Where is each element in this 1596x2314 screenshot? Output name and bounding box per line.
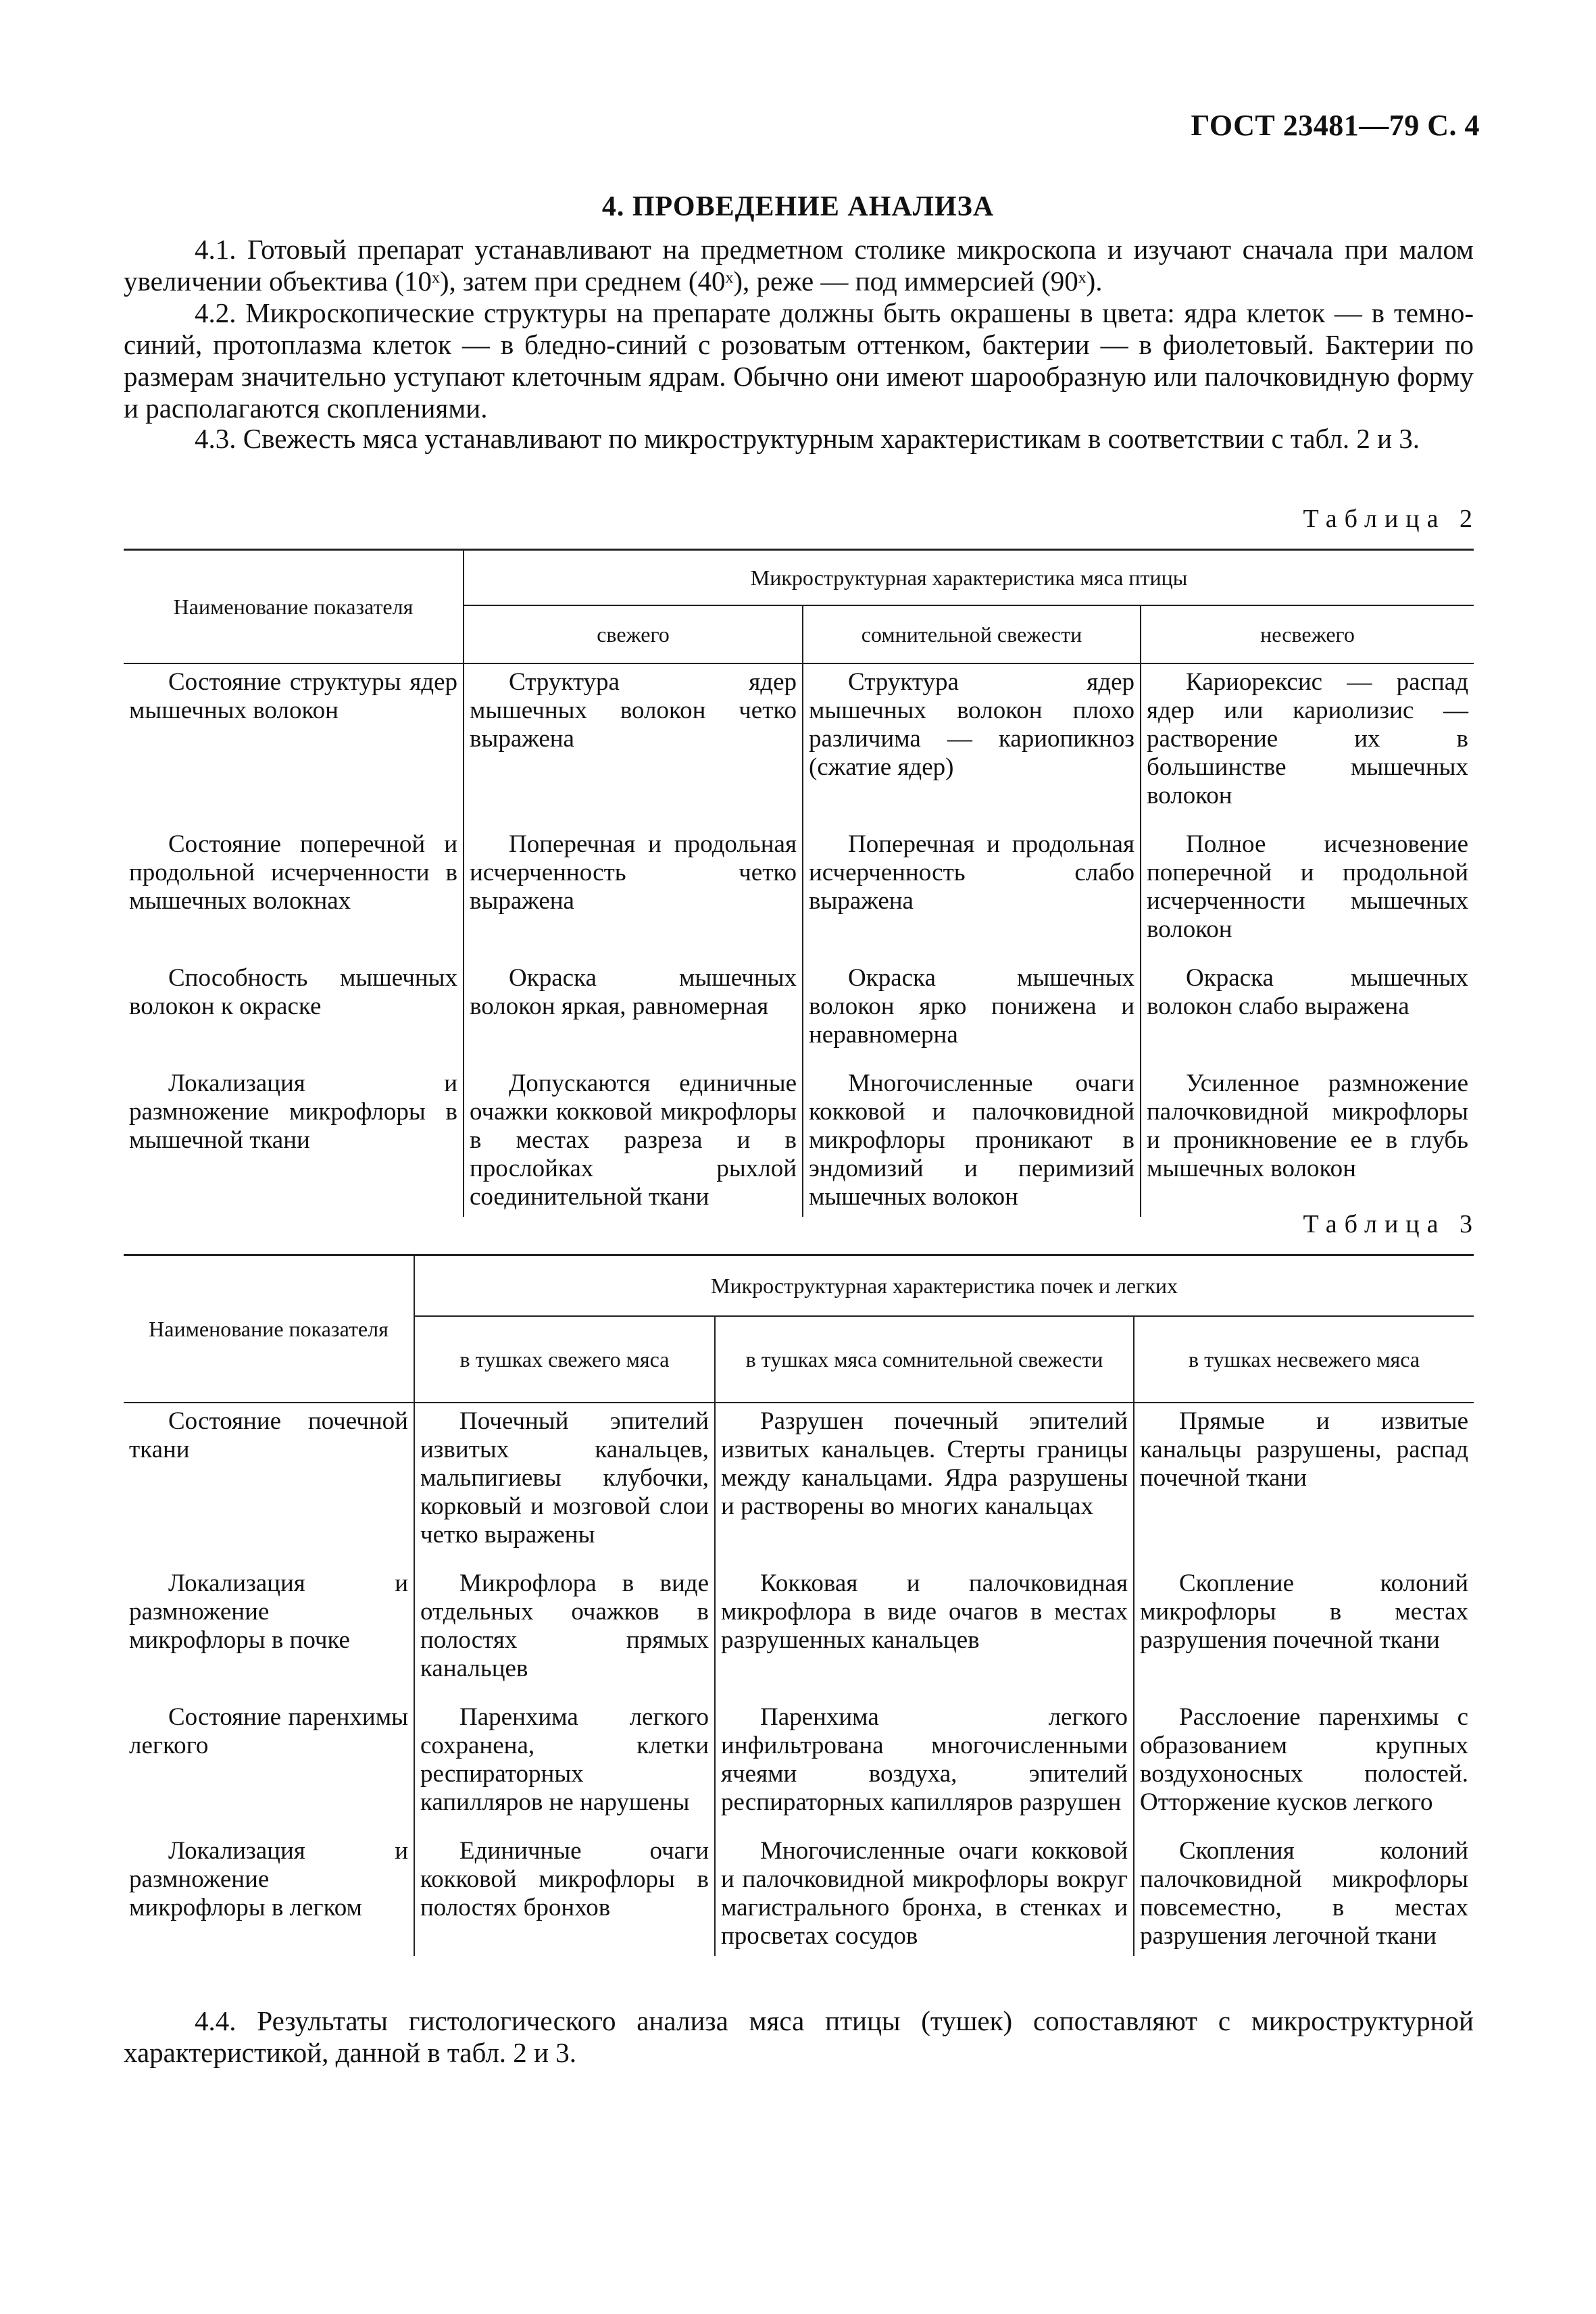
table-cell: Допускаются единичные очажки кокковой микрофлоры в местах разреза и в прослойках рыхлой соединительной ткани — [470, 1070, 797, 1211]
table-cell: Полное исчезновение поперечной и продольной исчерченности мышечных волокон — [1147, 830, 1469, 943]
table2-name-header: Наименование показателя — [124, 550, 464, 664]
table-cell: Окраска мышечных волокон ярко понижена и неравномерна — [809, 964, 1134, 1049]
table-cell: Поперечная и продольная исчерченность слабо выражена — [809, 830, 1134, 915]
table2-subheader: свежего — [464, 605, 803, 663]
paragraph-4-1: 4.1. Готовый препарат устанавливают на предметном столике микроскопа и изучают сначала при малом увеличении объектива (10ˣ), затем при среднем (40ˣ), реже — под иммерсией (90ˣ). — [124, 234, 1474, 297]
paragraph-4-2: 4.2. Микроскопические структуры на препарате должны быть окрашены в цвета: ядра клеток — в темно-синий, протоплазма клеток — в бледно-синий с розоватым оттенком, бактерии — в фиолетовый. Бактерии по размерам значительно уступают клеточным ядрам. Обычно они имеют шарообразную или палочковидную форму и располагаются скоплениями. — [124, 297, 1474, 424]
table3-subheader: в тушках свежего мяса — [414, 1316, 715, 1403]
table-cell: Расслоение паренхимы с образованием крупных воздухоносных полостей. Отторжение кусков легкого — [1140, 1703, 1469, 1816]
table-2 — [124, 549, 1474, 1217]
paragraph-4-3: 4.3. Свежесть мяса устанавливают по микроструктурным характеристикам в соответствии с табл. 2 и 3. — [195, 423, 1420, 454]
table-cell: Единичные очаги кокковой микрофлоры в полостях бронхов — [420, 1837, 709, 1921]
table-cell: Паренхима легкого сохранена, клетки респираторных капилляров не нарушены — [420, 1703, 709, 1816]
table-cell: Почечный эпителий извитых канальцев, мальпигиевы клубочки, корковый и мозговой слои четко выражены — [420, 1407, 709, 1549]
table-cell: Состояние поперечной и продольной исчерченности в мышечных волокнах — [129, 830, 457, 915]
table-cell: Прямые и извитые канальцы разрушены, распад почечной ткани — [1140, 1407, 1469, 1492]
table-3 — [124, 1254, 1474, 1956]
table-cell: Усиленное размножение палочковидной микрофлоры и проникновение ее в глубь мышечных волокон — [1147, 1070, 1469, 1182]
table3-name-header: Наименование показателя — [124, 1255, 414, 1403]
table-cell: Способность мышечных волокон к окраске — [129, 964, 457, 1020]
table-cell: Скопления колоний палочковидной микрофлоры повсеместно, в местах разрушения легочной ткани — [1140, 1837, 1469, 1950]
section-title: 4. ПРОВЕДЕНИЕ АНАЛИЗА — [601, 191, 995, 222]
table3-subheader: в тушках несвежего мяса — [1134, 1316, 1474, 1403]
table2-subheader: сомнительной свежести — [803, 605, 1141, 663]
table-cell: Состояние паренхимы легкого — [129, 1703, 408, 1759]
table-cell: Структура ядер мышечных волокон четко выражена — [470, 668, 797, 753]
table-cell: Локализация и размножение микрофлоры в легком — [129, 1837, 408, 1921]
table3-group-header: Микроструктурная характеристика почек и легких — [414, 1255, 1474, 1317]
table2-subheader: несвежего — [1141, 605, 1474, 663]
table3-caption: Таблица 3 — [1303, 1210, 1480, 1238]
paragraph-4-4: 4.4. Результаты гистологического анализа мяса птицы (тушек) сопоставляют с микроструктурной характеристикой, данной в табл. 2 и 3. — [124, 2005, 1474, 2068]
table2-caption: Таблица 2 — [1303, 505, 1480, 533]
table-row — [124, 826, 1474, 960]
table-cell: Кокковая и палочковидная микрофлора в виде очагов в местах разрушенных канальцев — [721, 1569, 1128, 1654]
table-cell: Разрушен почечный эпителий извитых канальцев. Стерты границы между канальцами. Ядра разрушены и растворены во многих канальцах — [721, 1407, 1128, 1520]
table-row — [124, 1065, 1474, 1217]
table-cell: Локализация и размножение микрофлоры в мышечной ткани — [129, 1070, 457, 1154]
table-cell: Состояние почечной ткани — [129, 1407, 408, 1463]
table-row — [124, 1403, 1474, 1565]
table-row — [124, 1833, 1474, 1956]
table-cell: Многочисленные очаги кокковой и палочковидной микрофлоры вокруг магистрального бронха, в стенках и просветах сосудов — [721, 1837, 1128, 1950]
table-cell: Состояние структуры ядер мышечных волокон — [129, 668, 457, 724]
table-row — [124, 1565, 1474, 1699]
table-cell: Окраска мышечных волокон яркая, равномерная — [470, 964, 797, 1020]
table-row — [124, 663, 1474, 826]
table3-subheader: в тушках мяса сомнительной свежести — [715, 1316, 1134, 1403]
table-row — [124, 1699, 1474, 1833]
table-cell: Многочисленные очаги кокковой и палочковидной микрофлоры проникают в эндомизий и перимизий мышечных волокон — [809, 1070, 1134, 1211]
page-header: ГОСТ 23481—79 С. 4 — [1191, 109, 1480, 142]
table-cell: Локализация и размножение микрофлоры в почке — [129, 1569, 408, 1654]
table-cell: Паренхима легкого инфильтрована многочисленными ячеями воздуха, эпителий респираторных капилляров разрушен — [721, 1703, 1128, 1816]
table-cell: Структура ядер мышечных волокон плохо различима — кариопикноз (сжатие ядер) — [809, 668, 1134, 781]
table-cell: Окраска мышечных волокон слабо выражена — [1147, 964, 1469, 1020]
table-cell: Поперечная и продольная исчерченность четко выражена — [470, 830, 797, 915]
table-cell: Микрофлора в виде отдельных очажков в полостях прямых канальцев — [420, 1569, 709, 1682]
table-cell: Кариорексис — распад ядер или кариолизис — растворение их в большинстве мышечных волокон — [1147, 668, 1469, 809]
table-cell: Скопление колоний микрофлоры в местах разрушения почечной ткани — [1140, 1569, 1469, 1654]
table2-group-header: Микроструктурная характеристика мяса птицы — [464, 550, 1474, 606]
table-row — [124, 960, 1474, 1065]
